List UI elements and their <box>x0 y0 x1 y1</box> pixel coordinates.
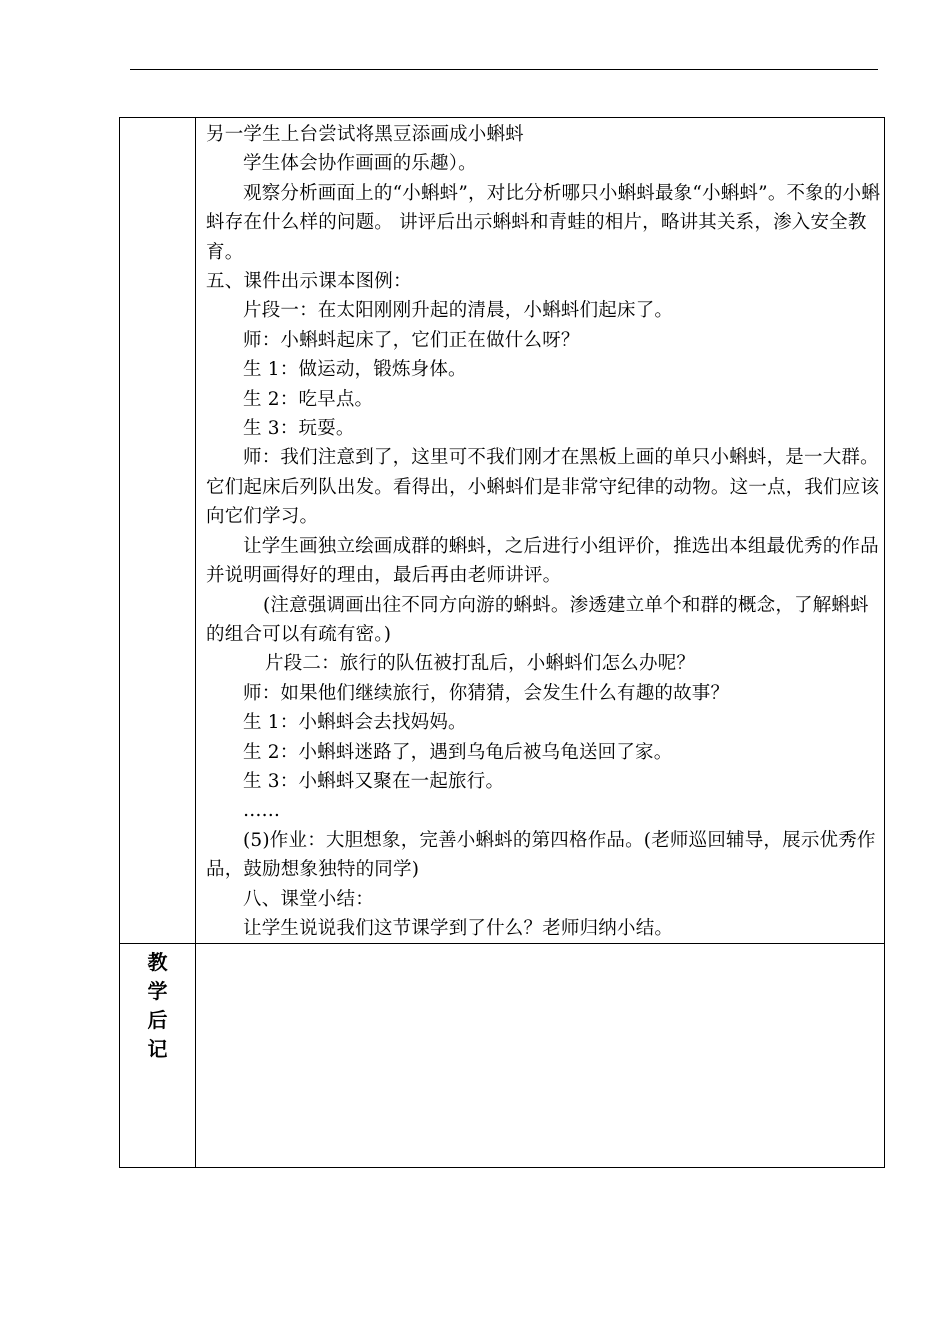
dialogue-line: 师：我们注意到了，这里可不我们刚才在黑板上画的单只小蝌蚪，是一大群。它们起床后列队出发。看得出，小蝌蚪们是非常守纪律的动物。这一点，我们应该向它们学习。 <box>206 447 880 528</box>
notes-label: 教学后记 <box>147 950 168 1062</box>
dialogue-line: 师：如果他们继续旅行，你猜猜，会发生什么有趣的故事？ <box>243 682 730 704</box>
paragraph-note: (注意强调画出往不同方向游的蝌蚪。渗透建立单个和群的概念，了解蝌蚪的组合可以有疏有密。) <box>206 594 869 645</box>
paragraph: 片段一：在太阳刚刚升起的清晨，小蝌蚪们起床了。 <box>243 300 674 322</box>
paragraph: 观察分析画面上的“小蝌蚪”，对比分析哪只小蝌蚪最象“小蝌蚪”。不象的小蝌蚪存在什么样的问题。 讲评后出示蝌蚪和青蛙的相片，略讲其关系，渗入安全教育。 <box>206 182 881 263</box>
header-rule <box>130 69 878 70</box>
ellipsis-line: …… <box>243 800 280 822</box>
paragraph: 片段二：旅行的队伍被打乱后，小蝌蚪们怎么办呢？ <box>265 653 696 675</box>
lesson-plan-table <box>119 117 885 1168</box>
lesson-content-row <box>120 118 885 944</box>
section-heading: 五、课件出示课本图例： <box>206 271 412 293</box>
notes-body-cell[interactable] <box>196 944 885 1168</box>
paragraph: 让学生说说我们这节课学到了什么？老师归纳小结。 <box>243 917 674 939</box>
dialogue-line: 生 1：做运动，锻炼身体。 <box>243 359 467 381</box>
paragraph: 让学生画独立绘画成群的蝌蚪，之后进行小组评价，推选出本组最优秀的作品并说明画得好的理由，最后再由老师讲评。 <box>206 535 879 587</box>
dialogue-line: 生 3：玩耍。 <box>243 418 355 440</box>
paragraph: 学生体会协作画画的乐趣）。 <box>243 153 477 175</box>
dialogue-line: 生 2：吃早点。 <box>243 388 374 410</box>
paragraph: (5)作业：大胆想象，完善小蝌蚪的第四格作品。(老师巡回辅导，展示优秀作品，鼓励想象独特的同学) <box>206 829 876 881</box>
lesson-label-cell <box>120 118 196 944</box>
dialogue-line: 生 3：小蝌蚪又聚在一起旅行。 <box>243 770 505 792</box>
notes-label-cell <box>120 944 196 1168</box>
notes-row <box>120 944 885 1168</box>
dialogue-line: 生 2：小蝌蚪迷路了，遇到乌龟后被乌龟送回了家。 <box>243 741 673 763</box>
dialogue-line: 师：小蝌蚪起床了，它们正在做什么呀？ <box>243 329 580 351</box>
section-heading: 八、课堂小结： <box>243 888 374 910</box>
paragraph: 另一学生上台尝试将黑豆添画成小蝌蚪 <box>206 124 524 145</box>
lesson-content-cell <box>196 118 885 944</box>
dialogue-line: 生 1：小蝌蚪会去找妈妈。 <box>243 712 467 734</box>
